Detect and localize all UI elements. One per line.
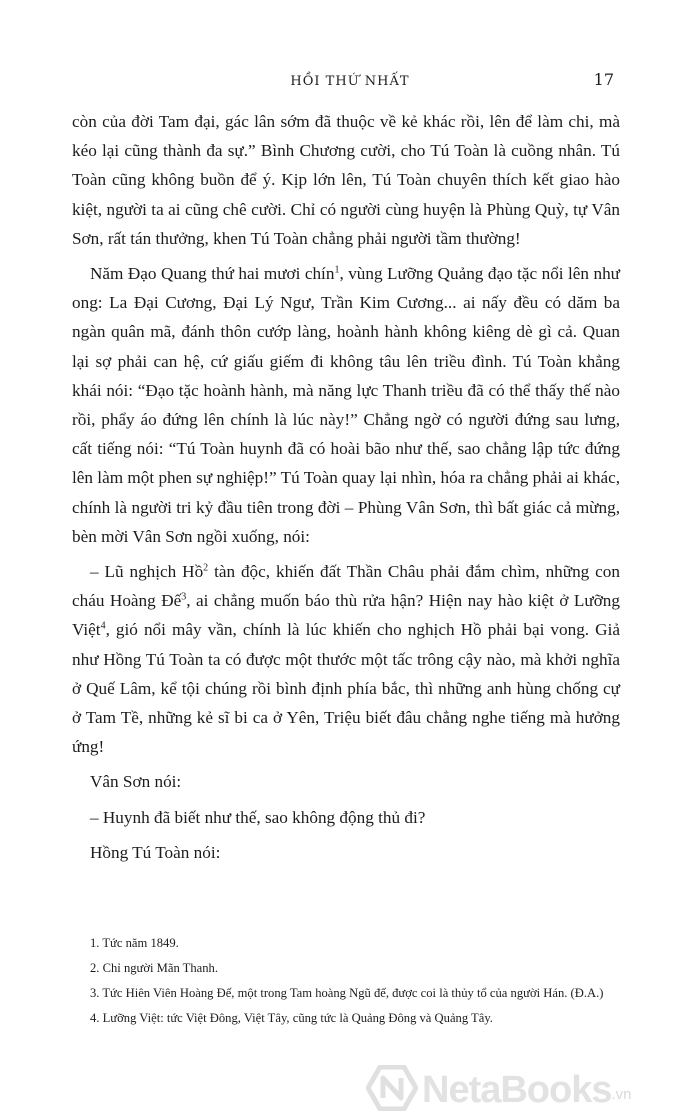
netabooks-logo-icon	[366, 1065, 418, 1115]
footnote-ref-3: 3	[181, 591, 187, 603]
paragraph-3-text-a: – Lũ nghịch Hồ	[90, 562, 204, 582]
paragraph-3-text-c: , ai chẳng muốn báo thù rửa hận? Hiện nay hào kiệt ở Lưỡng Việt	[72, 591, 620, 640]
running-head	[0, 70, 700, 94]
page-number: 17	[593, 70, 614, 89]
paragraph-2-text-a: Năm Đạo Quang thứ hai mươi chín	[90, 264, 335, 284]
footnote-ref-4: 4	[100, 620, 106, 632]
paragraph-1: còn của đời Tam đại, gác lân sớm đã thuộc về kẻ khác rồi, lên để làm chi, mà kéo lại cũng thành đa sự.” Bình Chương cười, cho Tú Toàn là cuồng nhân. Tú Toàn cũng không buồn để ý. Kịp lớn lên, Tú Toàn chuyên thích kết giao hào kiệt, người ta ai cũng chê cười. Chỉ có người cùng huyện là Phùng Quỳ, tự Vân Sơn, rất tán thưởng, khen Tú Toàn chẳng phải người tầm thường!	[72, 112, 620, 248]
footnote-2: 2. Chỉ người Mãn Thanh.	[90, 961, 218, 975]
paragraph-2-text-b: , vùng Lưỡng Quảng đạo tặc nổi lên như ong: La Đại Cương, Đại Lý Ngư, Trần Kim Cương... ai nấy đều có dăm ba ngàn quân mã, đánh thôn cướp làng, hoành hành không kiêng dè gì cả. Quan lại sợ phải can hệ, cứ giấu giếm đi không tâu lên triều đình. Tú Toàn khẳng khái nói: “Đạo tặc hoành hành, mà năng lực Thanh triều đã có thể thấy thế nào rồi, phẩy áo đứng lên chính là lúc này!” Chẳng ngờ có người đứng sau lưng, cất tiếng nói: “Tú Toàn huynh đã có hoài bão như thế, sao chẳng lập tức đứng lên làm một phen sự nghiệp!” Tú Toàn quay lại nhìn, hóa ra chẳng phải ai khác, chính là người tri kỷ đầu tiên trong đời – Phùng Vân Sơn, thì bất giác cả mừng, bèn mời Vân Sơn ngồi xuống, nói:	[72, 264, 620, 546]
footnote-3: 3. Tức Hiên Viên Hoàng Đế, một trong Tam hoàng Ngũ đế, được coi là thủy tổ của người Hán. (Đ.A.)	[90, 986, 604, 1000]
footnotes	[72, 934, 632, 1034]
watermark-logo	[366, 1067, 696, 1113]
paragraph-6: Hồng Tú Toàn nói:	[90, 842, 221, 862]
footnote-ref-1: 1	[334, 264, 340, 276]
paragraph-3-text-d: , gió nổi mây vần, chính là lúc khiến cho nghịch Hồ phải bại vong. Giả như Hồng Tú Toàn ta có được một thước một tấc trông cậy nào, mà khởi nghĩa ở Quế Lâm, kể tội chúng rồi bình định phía bắc, thì những anh hùng chống cự ở Tam Tề, những kẻ sĩ bi ca ở Yên, Triệu biết đâu chẳng nghe tiếng mà hưởng ứng!	[72, 620, 620, 757]
paragraph-2	[72, 259, 620, 551]
paragraph-3-text-b: tàn độc, khiến đất Thần Châu phải đắm chìm, những con cháu Hoàng Đế	[72, 562, 620, 611]
paragraph-5: – Huynh đã biết như thế, sao không động thủ đi?	[90, 807, 426, 827]
paragraph-4: Vân Sơn nói:	[90, 772, 182, 792]
chapter-title: HỒI THỨ NHẤT	[290, 74, 410, 89]
watermark-suffix: .vn	[611, 1086, 632, 1103]
footnote-ref-2: 2	[203, 562, 209, 574]
footnote-1: 1. Tức năm 1849.	[90, 936, 179, 950]
body-text	[72, 107, 620, 873]
footnote-4: 4. Lưỡng Việt: tức Việt Đông, Việt Tây, cũng tức là Quảng Đông và Quảng Tây.	[90, 1011, 493, 1025]
paragraph-3	[72, 557, 620, 761]
watermark-brand: NetaBooks	[422, 1068, 612, 1111]
